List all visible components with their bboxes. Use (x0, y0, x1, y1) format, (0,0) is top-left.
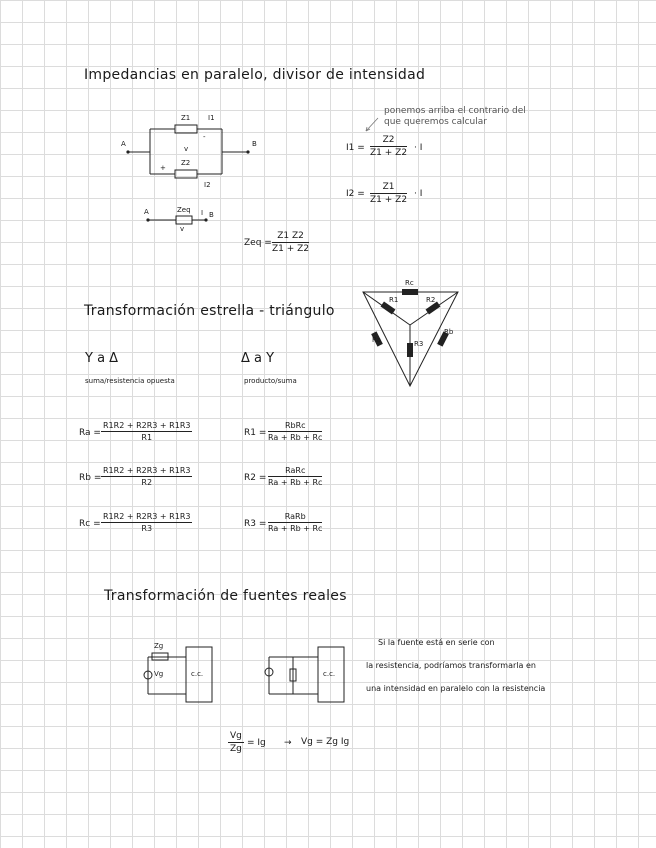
i2-formula-rhs: · I (414, 189, 423, 199)
y-to-delta-subheading: suma/resistencia opuesta (85, 377, 175, 385)
r3-formula: RaRb Ra + Rb + Rc (268, 512, 323, 534)
y-to-delta-heading: Y a Δ (85, 351, 119, 366)
i2-label: I2 (204, 181, 211, 189)
i1-formula-lhs: I1 = (346, 143, 365, 153)
delta-to-y-subheading: producto/suma (244, 377, 297, 385)
triangle-rb-label: Rb (444, 328, 454, 336)
source1-cc-label: c.c. (191, 670, 204, 678)
minus-sign: - (203, 133, 206, 141)
source1-zg-label: Zg (154, 642, 164, 650)
r1-formula-lhs: R1 = (244, 428, 267, 438)
node-b-label: B (252, 140, 257, 148)
i1-formula-rhs: · I (414, 143, 423, 153)
i1-formula: $\frac{Z2}{Z1 + Z2}$ (370, 135, 408, 159)
zeq-formula-lhs: Zeq = (244, 238, 272, 248)
equiv-node-b: B (209, 211, 214, 219)
i1-label: I1 (208, 114, 215, 122)
source2-cc-label: c.c. (323, 670, 336, 678)
rc-formula: $\frac{R1R2 + R2R3 + R1R3}{R3}$ (103, 512, 191, 534)
equiv-i-label: I (201, 209, 204, 217)
ra-formula-lhs: Ra = (79, 428, 101, 438)
section2-title: Transformación estrella - triángulo (84, 303, 335, 319)
source-current-rhs: = Ig (247, 738, 266, 748)
source-note-line-2: la resistencia, podríamos transformarla en (366, 661, 536, 670)
triangle-r2-label: R2 (426, 296, 436, 304)
z1-label: Z1 (181, 114, 191, 122)
divider-note: ponemos arriba el contrario del que queremos calcular (384, 106, 526, 127)
zeq-formula: $\frac{Z1 Z2}{Z1 + Z2}$ (272, 231, 310, 255)
source-voltage-formula: Vg = Zg Ig (301, 737, 350, 747)
rb-formula-lhs: Rb = (79, 473, 102, 483)
source-note-line-1: Si la fuente está en serie con (378, 638, 495, 647)
r1-formula: RbRc Ra + Rb + Rc (268, 421, 323, 443)
equiv-v-label: v (180, 225, 185, 233)
equiv-node-a: A (144, 208, 149, 216)
triangle-ra-label: Ra (372, 336, 381, 344)
delta-to-y-heading: Δ a Y (241, 351, 275, 366)
triangle-rc-label: Rc (405, 279, 414, 287)
triangle-r3-label: R3 (414, 340, 424, 348)
zeq-label: Zeq (177, 206, 191, 214)
r2-formula-lhs: R2 = (244, 473, 267, 483)
rc-formula-lhs: Rc = (79, 519, 101, 529)
source1-vg-label: Vg (154, 670, 164, 678)
triangle-r1-label: R1 (389, 296, 399, 304)
i2-formula-lhs: I2 = (346, 189, 365, 199)
transform-arrow: → (284, 738, 292, 748)
section3-title: Transformación de fuentes reales (104, 588, 347, 604)
source-current-formula: $\frac{Vg}{Zg}$ (229, 731, 242, 755)
source-note-line-3: una intensidad en paralelo con la resistencia (366, 684, 546, 693)
r2-formula: RaRc Ra + Rb + Rc (268, 466, 323, 488)
rb-formula: $\frac{R1R2 + R2R3 + R1R3}{R2}$ (103, 466, 191, 488)
plus-sign: + (160, 164, 166, 172)
i2-formula: $\frac{Z1}{Z1 + Z2}$ (370, 182, 408, 206)
node-a-label: A (121, 140, 126, 148)
v-label: v (184, 145, 189, 153)
ra-formula: $\frac{R1R2 + R2R3 + R1R3}{R1}$ (103, 421, 191, 443)
r3-formula-lhs: R3 = (244, 519, 267, 529)
section1-title: Impedancias en paralelo, divisor de intensidad (84, 67, 426, 83)
z2-label: Z2 (181, 159, 191, 167)
